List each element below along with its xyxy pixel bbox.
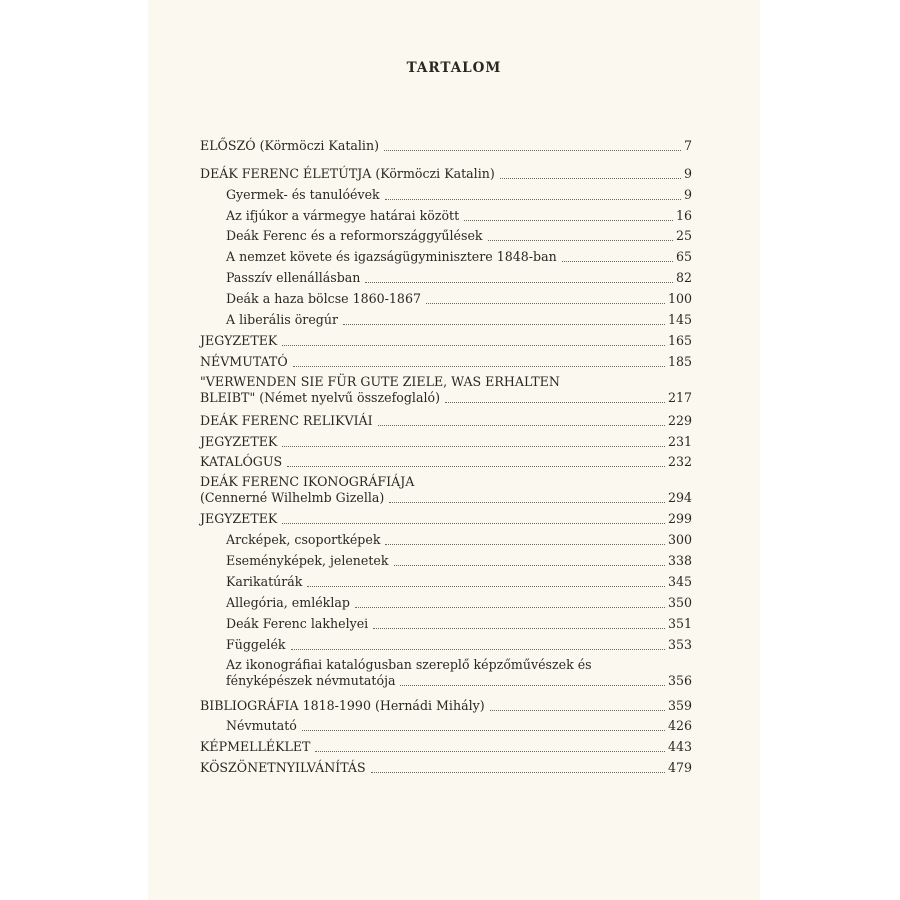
toc-entry-title: Karikatúrák (226, 574, 303, 590)
dot-leader (394, 555, 665, 566)
dot-leader (287, 456, 665, 467)
toc-entry-title: KÉPMELLÉKLET (200, 739, 311, 755)
toc-entry-bibliografia-nevmutato[interactable] (200, 714, 692, 735)
toc-entry-title: NÉVMUTATÓ (200, 353, 288, 369)
dot-leader (293, 356, 665, 367)
dot-leader (562, 251, 673, 262)
dot-leader (445, 392, 665, 403)
dot-leader (464, 210, 673, 221)
toc-entry-koszonetnyilvanitas[interactable] (200, 755, 692, 776)
dot-leader (385, 534, 664, 545)
toc-entry-kepmelleklet[interactable] (200, 734, 692, 755)
toc-entry-jegyzetek-2[interactable] (200, 429, 692, 450)
toc-entry-title: Deák Ferenc lakhelyei (226, 615, 369, 631)
toc-page-number: 9 (683, 186, 692, 202)
toc-page-number: 9 (683, 165, 692, 181)
toc-page-number: 338 (667, 553, 692, 569)
toc-page-number: 443 (667, 739, 692, 755)
toc-entry-title: JEGYZETEK (200, 433, 278, 449)
toc-entry-arckepek[interactable] (200, 527, 692, 548)
toc-entry-az-ifjukor[interactable] (200, 203, 692, 224)
toc-entry-title: Az ifjúkor a vármegye határai között (226, 207, 460, 223)
toc-entry-title: Allegória, emléklap (226, 594, 350, 610)
toc-entry-verwenden-sie[interactable] (200, 373, 692, 406)
toc-entry-title: Gyermek- és tanulóévek (226, 186, 380, 202)
toc-entry-title-line-2: (Cennerné Wilhelmb Gizella) (200, 490, 385, 506)
toc-page-number: 7 (683, 137, 692, 153)
toc-entry-katalogus[interactable] (200, 450, 692, 471)
toc-page-number: 145 (667, 312, 692, 328)
toc-entry-title: ELŐSZÓ (Körmöczi Katalin) (200, 137, 379, 153)
toc-entry-eloszo[interactable] (200, 133, 692, 154)
dot-leader (343, 314, 665, 325)
toc-page-number: 25 (675, 228, 692, 244)
toc-entry-passziv-ellenallasban[interactable] (200, 265, 692, 286)
toc-entry-title-line-1: "VERWENDEN SIE FÜR GUTE ZIELE, WAS ERHALTEN (200, 373, 560, 389)
dot-leader (384, 140, 681, 151)
toc-entry-title: A nemzet követe és igazságügyminisztere 1848-ban (226, 249, 557, 265)
dot-leader (488, 230, 673, 241)
toc-entry-title: Névmutató (226, 718, 297, 734)
toc-entry-title-line-2: fényképészek névmutatója (226, 672, 396, 688)
dot-leader (385, 189, 681, 200)
toc-page-number: 345 (667, 574, 692, 590)
toc-entry-title-line-2: BLEIBT" (Német nyelvű összefoglaló) (200, 389, 440, 405)
dot-leader (389, 492, 665, 503)
dot-leader (373, 618, 665, 629)
toc-entry-a-liberalis-oregur[interactable] (200, 307, 692, 328)
toc-entry-bibliografia[interactable] (200, 693, 692, 714)
toc-entry-nevmutato[interactable] (200, 349, 692, 370)
toc-entry-lakhelyei[interactable] (200, 611, 692, 632)
toc-entry-gyermek-es-tanuloevek[interactable] (200, 182, 692, 203)
dot-leader (371, 762, 665, 773)
toc-entry-title: Deák a haza bölcse 1860-1867 (226, 291, 421, 307)
toc-entry-jegyzetek-1[interactable] (200, 328, 692, 349)
toc-page-number: 232 (667, 454, 692, 470)
toc-entry-deak-a-haza-bolcse[interactable] (200, 286, 692, 307)
table-of-contents (200, 133, 692, 776)
toc-page-number: 65 (675, 249, 692, 265)
toc-entry-title: Passzív ellenállásban (226, 270, 361, 286)
toc-entry-title: Eseményképek, jelenetek (226, 553, 389, 569)
dot-leader (282, 513, 665, 524)
toc-page-number: 479 (667, 760, 692, 776)
toc-entry-deak-ferenc-relikviai[interactable] (200, 408, 692, 429)
toc-page-number: 359 (667, 697, 692, 713)
toc-entry-title-line-1: Az ikonográfiai katalógusban szereplő képzőművészek és (226, 656, 592, 672)
toc-entry-deak-ferenc-ikonografiaja[interactable] (200, 473, 692, 506)
toc-page-number: 299 (667, 511, 692, 527)
toc-page-number: 350 (667, 594, 692, 610)
toc-entry-esemenykepek[interactable] (200, 548, 692, 569)
dot-leader (378, 415, 665, 426)
dot-leader (365, 272, 673, 283)
dot-leader (500, 168, 681, 179)
dot-leader (426, 293, 665, 304)
dot-leader (400, 675, 664, 686)
toc-entry-reformorszaggyulesek[interactable] (200, 224, 692, 245)
toc-page-number: 351 (667, 615, 692, 631)
toc-page-number: 300 (667, 532, 692, 548)
page-title: TARTALOM (406, 60, 502, 76)
toc-entry-title: DEÁK FERENC ÉLETÚTJA (Körmöczi Katalin) (200, 165, 495, 181)
toc-entry-title-line-1: DEÁK FERENC IKONOGRÁFIÁJA (200, 474, 415, 490)
toc-entry-title: Arcképek, csoportképek (226, 532, 381, 548)
toc-page-number: 229 (667, 412, 692, 428)
toc-page-number: 356 (667, 672, 692, 688)
dot-leader (315, 741, 665, 752)
toc-entry-title: KATALÓGUS (200, 454, 283, 470)
toc-page-number: 426 (667, 718, 692, 734)
toc-page-number: 165 (667, 332, 692, 348)
toc-entry-title: JEGYZETEK (200, 511, 278, 527)
dot-leader (307, 576, 665, 587)
dot-leader (302, 720, 665, 731)
toc-entry-title: DEÁK FERENC RELIKVIÁI (200, 412, 373, 428)
toc-page-number: 16 (675, 207, 692, 223)
toc-entry-title: Függelék (226, 636, 286, 652)
dot-leader (355, 597, 665, 608)
toc-entry-title: KÖSZÖNETNYILVÁNÍTÁS (200, 760, 366, 776)
toc-entry-allegoria[interactable] (200, 590, 692, 611)
dot-leader (291, 639, 665, 650)
toc-entry-a-nemzet-kovete[interactable] (200, 244, 692, 265)
book-page (148, 0, 760, 900)
toc-entry-deak-ferenc-eletutja[interactable] (200, 161, 692, 182)
dot-leader (490, 700, 665, 711)
toc-entry-karikaturak[interactable] (200, 569, 692, 590)
toc-entry-title: Deák Ferenc és a reformországgyűlések (226, 228, 483, 244)
toc-entry-title: BIBLIOGRÁFIA 1818-1990 (Hernádi Mihály) (200, 697, 485, 713)
toc-page-number: 217 (667, 389, 692, 405)
toc-page-number: 185 (667, 353, 692, 369)
toc-page-number: 82 (675, 270, 692, 286)
toc-entry-jegyzetek-3[interactable] (200, 506, 692, 527)
dot-leader (282, 335, 665, 346)
dot-leader (282, 436, 665, 447)
toc-entry-title: A liberális öregúr (226, 312, 338, 328)
toc-page-number: 294 (667, 490, 692, 506)
toc-page-number: 100 (667, 291, 692, 307)
toc-entry-title: JEGYZETEK (200, 332, 278, 348)
toc-page-number: 231 (667, 433, 692, 449)
toc-entry-kepzomuveszek-nevmutatoja[interactable] (200, 657, 692, 689)
toc-page-number: 353 (667, 636, 692, 652)
toc-entry-fuggelek[interactable] (200, 632, 692, 653)
